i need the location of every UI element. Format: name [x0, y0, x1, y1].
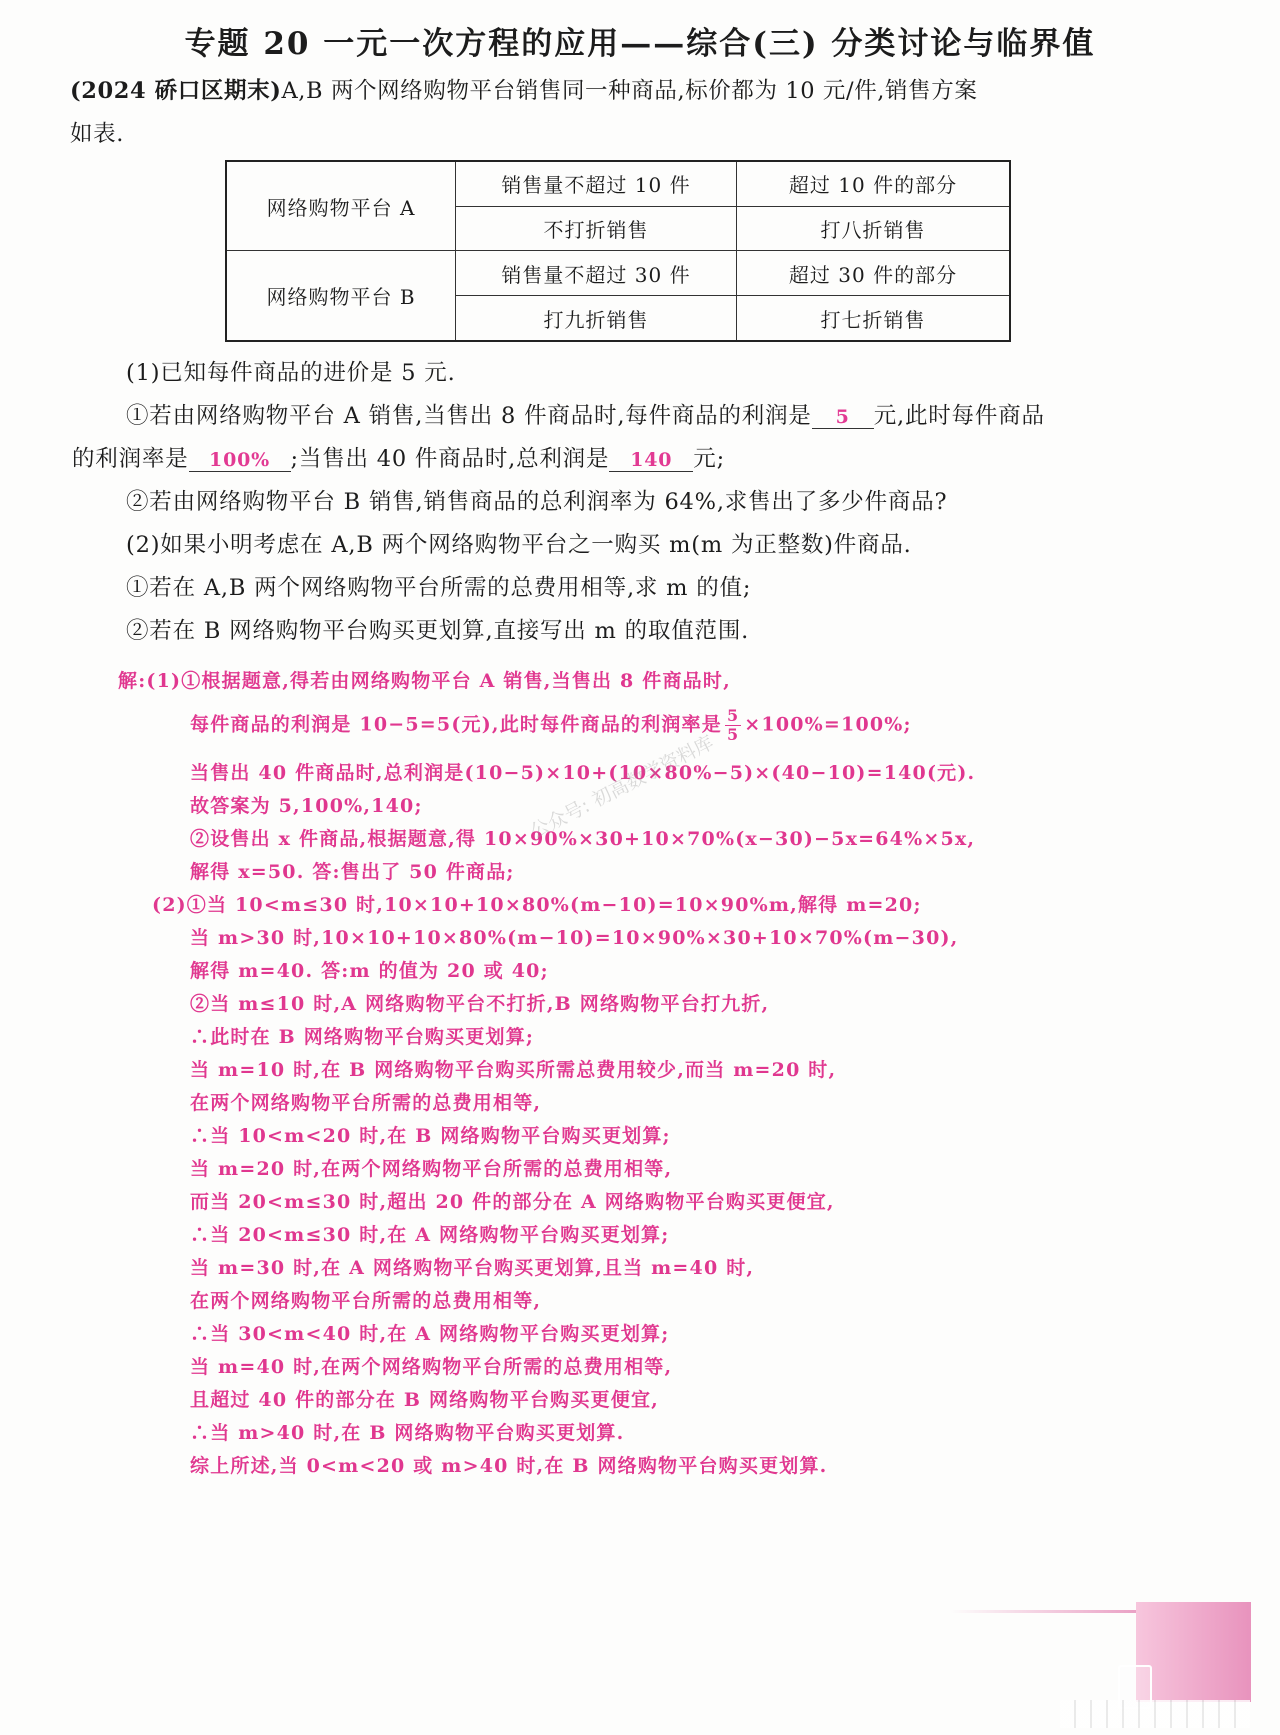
solution-line: ∴此时在 B 网络购物平台购买更划算;: [190, 1026, 535, 1048]
table-cell: 超过 30 件的部分: [737, 251, 1011, 296]
solution-line: ∴当 10<m<20 时,在 B 网络购物平台购买更划算;: [190, 1125, 671, 1147]
answer-blank-profit: 5: [812, 406, 874, 429]
platform-a-cell: 网络购物平台 A: [226, 161, 456, 251]
question-2: (2)如果小明考虑在 A,B 两个网络购物平台之一购买 m(m 为正整数)件商品.: [126, 532, 912, 558]
answer-blank-total-profit: 140: [609, 449, 693, 472]
solution-line: 且超过 40 件的部分在 B 网络购物平台购买更便宜,: [190, 1389, 659, 1411]
question-1a-line-1: ①若由网络购物平台 A 销售,当售出 8 件商品时,每件商品的利润是 5 元,此时每件商品: [126, 403, 1045, 429]
solution-line: 在两个网络购物平台所需的总费用相等,: [190, 1092, 542, 1114]
solution-line: ②设售出 x 件商品,根据题意,得 10×90%×30+10×70%(x−30)−5x=64%×5x,: [190, 828, 976, 850]
page-title: 专题 20 一元一次方程的应用——综合(三) 分类讨论与临界值: [184, 26, 1096, 62]
table-row: [226, 251, 1010, 296]
table-cell: 打八折销售: [737, 206, 1011, 251]
table-cell: 超过 10 件的部分: [737, 161, 1011, 206]
solution-line: 当 m=40 时,在两个网络购物平台所需的总费用相等,: [190, 1356, 673, 1378]
solution-line: 故答案为 5,100%,140;: [190, 795, 423, 817]
table-cell: 销售量不超过 10 件: [456, 161, 737, 206]
table-cell: 不打折销售: [456, 206, 737, 251]
question-2a: ①若在 A,B 两个网络购物平台所需的总费用相等,求 m 的值;: [126, 575, 752, 601]
table-cell: 打九折销售: [456, 296, 737, 341]
problem-source: (2024 硚口区期末): [70, 78, 282, 104]
problem-stem: [70, 70, 1180, 156]
solution-line: 而当 20<m≤30 时,超出 20 件的部分在 A 网络购物平台购买更便宜,: [190, 1191, 835, 1213]
platform-b-cell: 网络购物平台 B: [226, 251, 456, 341]
question-2b: ②若在 B 网络购物平台购买更划算,直接写出 m 的取值范围.: [126, 618, 750, 644]
table-row: [226, 161, 1010, 206]
solution-line: 当 m=10 时,在 B 网络购物平台购买所需总费用较少,而当 m=20 时,: [190, 1059, 837, 1081]
solution-line: 当 m=30 时,在 A 网络购物平台购买更划算,且当 m=40 时,: [190, 1257, 755, 1279]
solution-line: 每件商品的利润是 10−5=5(元),此时每件商品的利润率是 $\frac{5}{5}$ ×100%=100%;: [190, 706, 912, 744]
footer-line: [950, 1610, 1136, 1613]
solution-line: ∴当 m>40 时,在 B 网络购物平台购买更划算.: [190, 1422, 625, 1444]
solution-line: ∴当 30<m<40 时,在 A 网络购物平台购买更划算;: [190, 1323, 670, 1345]
question-1b: ②若由网络购物平台 B 销售,销售商品的总利润率为 64%,求售出了多少件商品?: [126, 489, 948, 515]
solution-line: (2)①当 10<m≤30 时,10×10+10×80%(m−10)=10×90%m,解得 m=20;: [152, 894, 922, 916]
question-1a-line-2: 的利润率是 100% ;当售出 40 件商品时,总利润是 140 元;: [72, 446, 725, 472]
problem-line-1: (2024 硚口区期末)A,B 两个网络购物平台销售同一种商品,标价都为 10 元/件,销售方案: [70, 78, 978, 104]
solution-line: 解得 x=50. 答:售出了 50 件商品;: [190, 861, 515, 883]
solution-line: 当售出 40 件商品时,总利润是(10−5)×10+(10×80%−5)×(40−10)=140(元).: [190, 762, 976, 784]
solution-line: ②当 m≤10 时,A 网络购物平台不打折,B 网络购物平台打九折,: [190, 993, 770, 1015]
solution-line: 在两个网络购物平台所需的总费用相等,: [190, 1290, 542, 1312]
solution-line: 当 m=20 时,在两个网络购物平台所需的总费用相等,: [190, 1158, 673, 1180]
solution-line: 当 m>30 时,10×10+10×80%(m−10)=10×90%×30+10×70%(m−30),: [190, 927, 959, 949]
solution-line: 解得 m=40. 答:m 的值为 20 或 40;: [190, 960, 549, 982]
solution-line: 解:(1)①根据题意,得若由网络购物平台 A 销售,当售出 8 件商品时,: [118, 670, 731, 692]
solution-line: 综上所述,当 0<m<20 或 m>40 时,在 B 网络购物平台购买更划算.: [190, 1455, 828, 1477]
table-cell: 销售量不超过 30 件: [456, 251, 737, 296]
fraction: $\frac{5}{5}$: [726, 706, 740, 744]
footer-stripes: [1060, 1700, 1250, 1728]
solution-line: ∴当 20<m≤30 时,在 A 网络购物平台购买更划算;: [190, 1224, 670, 1246]
sales-plan-table: [225, 160, 1011, 342]
watermark: 公众号: 初高数学资料库: [526, 731, 718, 844]
table-cell: 打七折销售: [737, 296, 1011, 341]
footer-decoration: [1136, 1602, 1251, 1702]
problem-line-2: 如表.: [70, 121, 124, 147]
answer-blank-rate: 100%: [189, 449, 291, 472]
question-1: (1)已知每件商品的进价是 5 元.: [126, 360, 456, 386]
